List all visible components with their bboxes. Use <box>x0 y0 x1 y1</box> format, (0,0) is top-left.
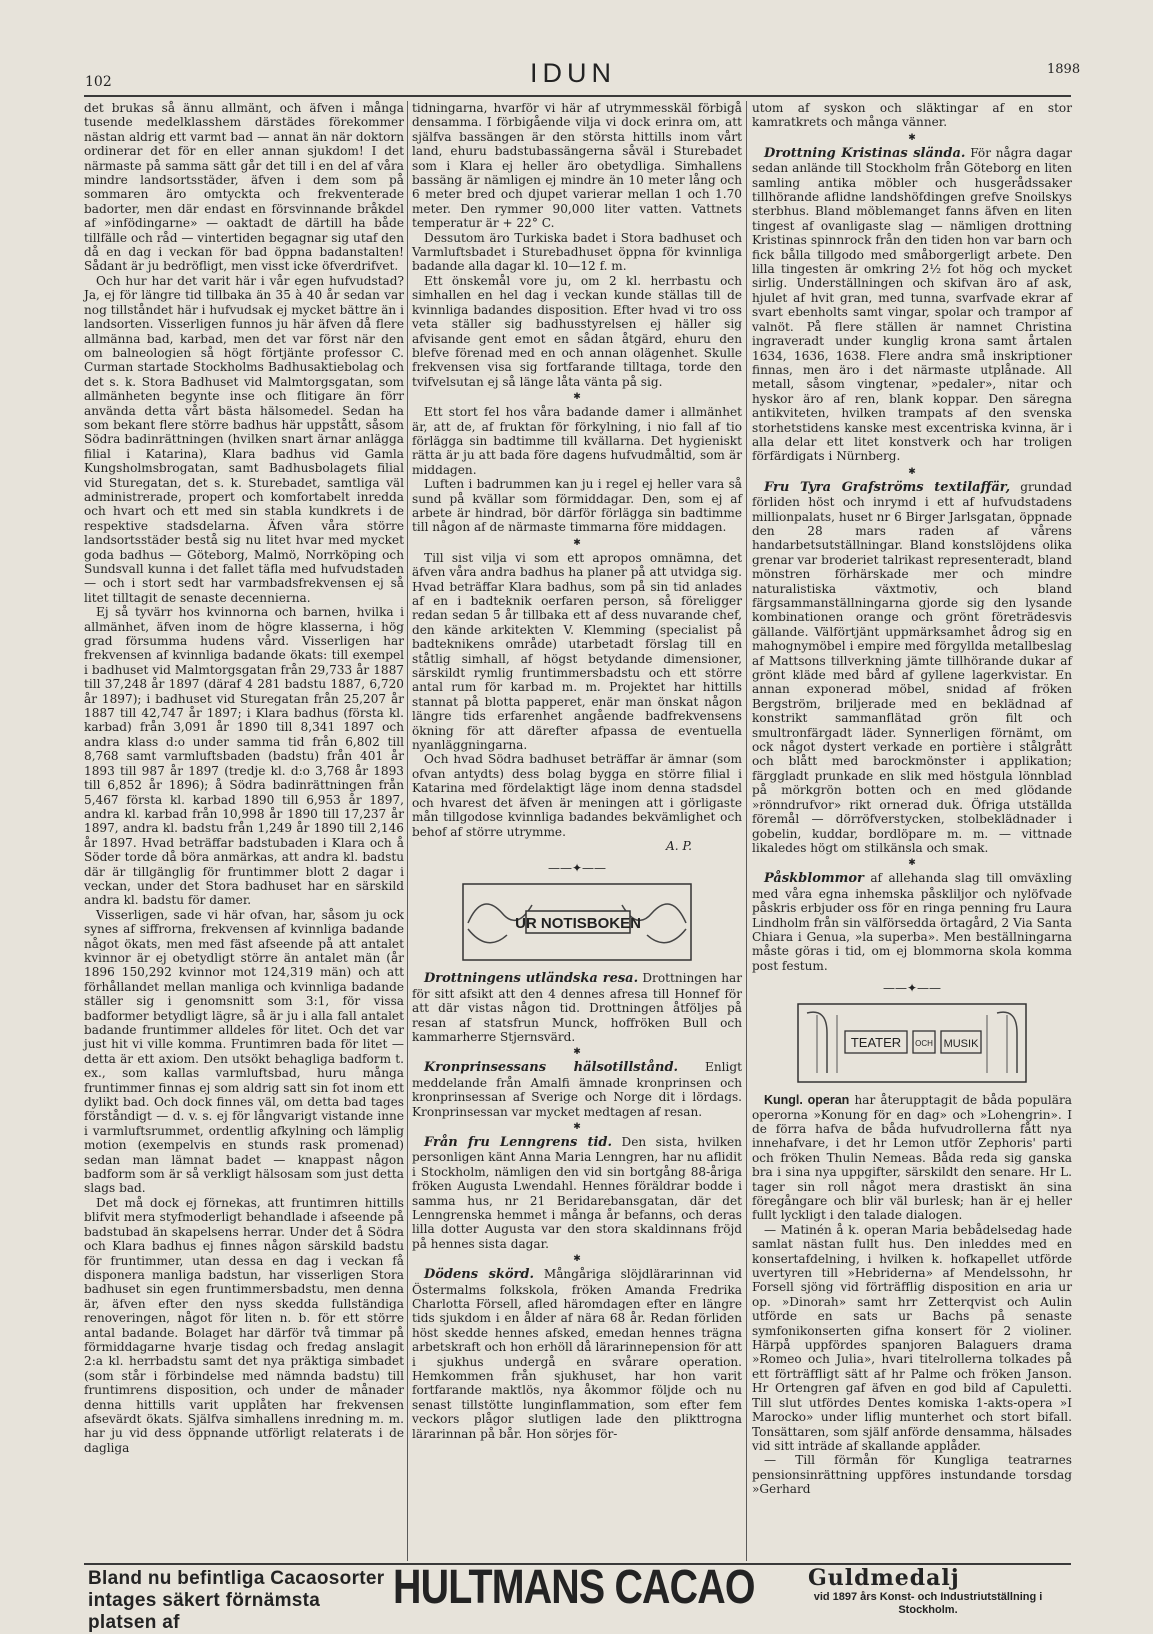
column-3 <box>752 101 1072 1561</box>
page-year: 1898 <box>1047 62 1081 77</box>
notice-text: Den sista, hvilken personligen känt Anna Maria Lenngren, har nu aflidit i Stockholm, nämligen den vid sin bortgång 88-åriga fröken Augusta Lwendahl. Hennes föräldrar bodde i samma hus, nr 21 Beridarebansgatan, där det Lenngrenska hemmet i många år befanns, och deras lilla dotter Augusta var den stora skaldinnans fröjd på hennes sista dagar. <box>412 1134 742 1251</box>
notice-heading: Fru Tyra Grafströms textilaffär, <box>764 479 1011 495</box>
article-paragraph: — Till förmån för Kungliga teatrarnes pensionsinrättning uppföres instundande torsdag »Gerhard <box>752 1453 1072 1497</box>
article-paragraph: Dessutom äro Turkiska badet i Stora badhuset och Varmluftsbadet i Sturebadhuset öppna för kvinnliga badande alla dagar kl. 10—12 f. m. <box>412 230 742 274</box>
ad-slogan <box>88 1568 388 1634</box>
section-star-icon: ✱ <box>573 1254 581 1265</box>
notice-heading: Påskblommor <box>764 871 864 887</box>
notice-text: Drottningen har för sitt afsikt att den 4 dennes afresa till Honnef för att där vistas någon tid. Drottningen åtföljes på resan af statsfrun Munck, hoffröken Bull och kammarherre Stjernsvärd. <box>412 971 742 1044</box>
article-paragraph: utom af syskon och släktingar af en stor kamratkrets och många vänner. <box>752 101 1072 130</box>
notice-heading: Dödens skörd. <box>424 1267 535 1283</box>
section-star-icon: ✱ <box>573 537 581 548</box>
magazine-title: IDUN <box>530 58 616 88</box>
ad-medal-subtitle: vid 1897 års Konst- och Industriutställning i Stockholm. <box>813 1591 1043 1616</box>
article-paragraph: Och hvad Södra badhuset beträffar är ämnar (som ofvan antydts) dess bolag bygga en större filial i Katarina med fördelaktigt läge inom denna stadsdel och hvarest det äfven är meningen att i görligaste mån tillgodose kvinnliga badandes bekvämlighet och behof af större utrymme. <box>412 752 742 839</box>
ornament-divider-icon: ——✦—— <box>882 981 942 996</box>
section-star-icon: ✱ <box>573 1047 581 1058</box>
notisboken-banner <box>462 883 692 961</box>
banner-label-teater: TEATER <box>850 1035 902 1051</box>
ad-brand: HULTMANS CACAO <box>393 1561 755 1614</box>
notice-heading: Kronprinsessans hälsotillstånd. <box>424 1060 679 1076</box>
article-signature: A. P. <box>666 838 692 853</box>
section-star-icon: ✱ <box>908 132 916 143</box>
article-paragraph: Visserligen, sade vi här ofvan, har, såsom ju ock synes af siffrorna, frekvensen af kvinnliga badande något ökats, men med fäst afseende på att antalet kvinnor är ej obetydligt större än antalet män (år 1896 150,292 kvinnor mot 124,319 män) och att förhållandet mellan manliga och kvinnliga badande ställer sig i genomsnitt som 3:1, för vissa badformer betydligt lägre, så är ju i alla fall antalet badande fruntimmer alldeles för litet. Och det var just hit vi ville komma. Fruntimren bada för litet — detta är ett axiom. Den utsökt behagliga badform t. ex., som kallas varmluftsbad, huru många fruntimmer finnas ej som aldrig satt sin fot inom ett dylikt bad. Och dock finnes väl, om detta bad tages förståndigt — d. v. s. ej för långvarigt vistande inne i varmluftsrummet, ordentlig afkylning och lämplig motion (exempelvis en stunds rask promenad) sedan man lämnat badet — knappast någon badform som är så verkligt hälsosam som just detta slags bad. <box>84 907 404 1196</box>
section-star-icon: ✱ <box>573 392 581 403</box>
notice-heading: Från fru Lenngrens tid. <box>424 1134 613 1150</box>
notice-text: För några dagar sedan anlände till Stockholm från Göteborg en liten samling antika möbler och husgerådssaker tillhörande aflidne landshöfdingen grefve Snoilskys sterbhus. Bland möblemanget fanns äfven en liten tingest af ovanligaste slag — nämligen drottning Kristinas spinnrock från den tiden hon var barn och fick bålla tillgodo med småborgerligt arbete. Den lilla tingesten är omkring 2½ fot hög och mycket sirlig. Underställningen och skifvan äro af ask, hjulet af hvit gran, med tunna, svarfvade ekrar af svart ebenholts samt vingar, spolar och trampor af valnöt. På flere ställen är namnet Christina ingraveradt under kunglig krona samt årtalen 1634, 1636, 1638. Flere andra små inskriptioner finnas, men äro i det närmaste utplånade. All metall, såsom vingtenar, »pedaler», nitar och hyskor äro af ren, blank koppar. Den säregna antikviteten, hvilken trampats af den svenska storhetstidens kanske mest excentriska kvinna, är i alla delar ett litet konstverk och har troligen förfärdigats i Nürnberg. <box>752 145 1072 464</box>
article-paragraph: — Matinén å k. operan Maria bebådelsedag hade samlat nästan fullt hus. Den inleddes med en konsertafdelning, i hvilken k. hofkapellet utförde uvertyren till »Hebriderna» af Mendelssohn, hr Forsell sjöng vid förträfflig disposition en aria ur op. »Dinorah» samt hrr Zetterqvist och Aulin utförde en sats ur Bachs på senaste symfonikonserten gifna konsert för 2 violiner. Härpå uppfördes spanjoren Balaguers drama »Romeo och Julia», hvari titelrollerna tolkades på ett förträffligt sätt af hr Palme och fröken Janson. Hr Ortengren gaf äfven en god bild af Capuletti. Till slut utfördes Dentes komiska 1-akts-opera »I Marocko» under liflig munterhet och stort bifall. Tonsättaren, som själf anförde densamma, hälsades vid sitt inträde af skallande applåder. <box>752 1222 1072 1453</box>
notice-text: Enligt meddelande från Amalfi ämnade kronprinsen och kronprinsessan af Sverige och Norge dit i lördags. Kronprinsessan var mycket medtagen af resan. <box>412 1060 742 1119</box>
section-star-icon: ✱ <box>908 466 916 477</box>
notice-text: grundad förliden höst och inrymd i ett af hufvudstadens millionpalats, huset nr 6 Birger Jarlsgatan, öppnade den 28 mars raden af vårens handarbetsutställningar. Bland konstslöjdens olika grenar var broderiet talrikast representeradt, bland mönstren förhärskade mer och mindre naturalistiska växtmotiv, och bland färgsammanställningarna gjorde sig den lysande kombinationen orange och grönt företrädesvis gällande. Välförtjänt uppmärksamhet ådrog sig en mahognymöbel i empire med förgyllda metallbeslag af Mattsons tillverkning jämte tillhörande dukar af grönt kläde med bård af gyllene lagerkvistar. En annan exponerad möbel, snidad af fröken Bergström, briljerade med en beklädnad af konstrikt sammanflätad grön filt och smultronfärgadt läder. Synnerligen förnämt, om ock något dystert verkade en portière i stålgrått och blått med barockmönster i applikation; färggladt prunkade en slik med höstgula lönnblad på mörkgrön botten och en med glödande »rönndrufvor» rikt ornerad duk. Öfriga utställda föremål — dörröfverstycken, stolbeklädnader i gobelin, kuddar, bordlöpare m. m. — vittnade likaledes högt om stilkänsla och smak. <box>752 479 1072 855</box>
ad-slogan-line: intages säkert förnämsta platsen af <box>88 1590 321 1633</box>
article-paragraph: Det må dock ej förnekas, att fruntimren hittills blifvit mera styfmoderligt behandlade i afseende på badstubad än skapelsens herrar. Under det å Södra och Klara badhus ej finnes någon särskild badstu för fruntimmer, utan dessa en dag i veckan få disponera manliga badstun, har visserligen Stora badhuset sin egen fruntimmersbadstu, men denna är, äfven efter den nyss skedda fullständiga renoveringen, något för liten n. b. för ett större antal badande. Bolaget har därför två timmar på förmiddagarne hvarje tisdag och fredag anslagit 2:a kl. herrbadstu samt det nya präktiga simbadet (som står i förbindelse med nämnda badstu) till fruntimrens disposition, och under de månader denna hittills varit upplåten har frekvensen afsevärdt ökats. Själfva simhallens inredning m. m. har ju vid dess öppnande utförligt relaterats i de dagliga <box>84 1195 404 1455</box>
column-divider <box>407 101 408 1561</box>
banner-label: UR NOTISBOKEN <box>515 915 641 933</box>
notice-heading: Drottning Kristinas slända. <box>764 145 966 161</box>
section-star-icon: ✱ <box>573 1121 581 1132</box>
ad-slogan-line: Bland nu befintliga Cacaosorter <box>88 1568 385 1589</box>
notice-text: af allehanda slag till omväxling med våra egna inhemska påskliljor och nylöfvade påskris erbjuder oss för en ringa penning fru Laura Lindholm från sin välförsedda örtagård, 2 Via Santa Chiara i Genua, »la superba». Men beställningarna måste göras i tid, om ej blommorna skola komma post festum. <box>752 871 1072 973</box>
header-rule <box>84 95 1071 97</box>
article-paragraph: det brukas så ännu allmänt, och äfven i många tusende medelklasshem därstädes förekommer nästan aldrig ett varmt bad — annat än när doktorn ordinerar det för en eller annan sjukdom! I det närmaste på samma sätt går det till i en del af våra mindre landsortsstäder, äfven i dem som på sommaren äro omtyckta och frekventerade badorter, men där endast en försvinnande bråkdel af »infödingarne» — oaktadt de därtill ha både tillfälle och råd — vintertiden begagnar sig utaf den då en dag i veckan för bad öppna badanstalten! Sådant är ju bedröfligt, men visst icke öfverdrifvet. <box>84 101 404 274</box>
column-1 <box>84 101 404 1561</box>
ad-medal: Guldmedalj <box>808 1565 960 1591</box>
notice-heading: Drottningens utländska resa. <box>424 971 639 987</box>
column-2 <box>412 101 742 1561</box>
banner-label-musik: MUSIK <box>943 1038 979 1051</box>
page-number: 102 <box>85 74 112 90</box>
notice-text: har återupptagit de båda populära operorna »Konung för en dag» och »Lohengrin». I de förra hafva de båda hufvudrollerna fått nya innehafvare, i det hr Lemon utför Zephoris' parti och fröken Thulin Nemeas. Båda reda sig ganska bra i sina nya uppgifter, särskildt den senare. Hr L. tager sin roll något mera drastiskt än sina föregångare och blir väl burlesk; han är ej heller fullt lyckligt i den talade dialogen. <box>752 1093 1072 1223</box>
article-paragraph: Och hur har det varit här i vår egen hufvudstad? Ja, ej för längre tid tillbaka än 35 à 40 år sedan var nog tillståndet här i hufvudsak ej mycket bättre än i landsorten. Visserligen funnos ju här äfven då flere allmänna bad, karbad, men det var först när den om balneologien så högt förtjänte professor C. Curman startade Stockholms Badhusaktiebolag och det s. k. Stora Badhuset vid Malmtorgsgatan, som allmänheten begynte inse och flitigare än förr använda detta vårt bästa hälsomedel. Sedan ha som bekant flere större badhus här uppstått, såsom Södra badinrättningen (hvilken snart ärnar anlägga filial i Katarina), Klara badhus vid Gamla Kungsholmsbrogatan, samt Badhusbolagets filial vid Sturegatan, det s. k. Sturebadet, samtliga väl administrerade, propert och komfortabelt inredda och hvart och ett med sin stabla kundkrets i de respektive stadsdelarna. Äfven våra större landsortsstäder bestå sig nu litet hvar med mycket goda badhus — Göteborg, Malmö, Norrköping och Sundsvall kunna i det fallet täfla med hufvudstaden — och i stort sedt har varmbadsfrekvensen ej så litet tilltagit de senaste decennierna. <box>84 273 404 605</box>
article-paragraph: tidningarna, hvarför vi här af utrymmesskäl förbigå densamma. I förbigående vilja vi dock erinra om, att själfva bassängen är den största hittills inom vårt land, ehuru badstubassängerna såväl i Sturebadet som i Klara ej heller äro obetydliga. Simhallens bassäng är nämligen ej mindre än 10 meter lång och 6 meter bred och djupet varierar mellan 1 och 1.70 meter. Den rymmer 90,000 liter vatten. Vattnets temperatur är + 22° C. <box>412 101 742 231</box>
notice-text: Mångåriga slöjdlärarinnan vid Östermalms folkskola, fröken Amanda Fredrika Charlotta Försell, afled häromdagen efter en längre tids sjukdom i en ålder af nära 68 år. Redan förliden höst skedde hennes afsked, emedan hennes trägna arbetskraft och hon erhöll då lärarinnepension för att i sjukhus undergå en svårare operation. Hemkommen från sjukhuset, har hon varit fortfarande maktlös, nya åkommor följde och nu senast tillstötte lunginflammation, som efter fem veckors plågor slutligen lade den plikttrogna lärarinnan på bår. Hon sörjes för- <box>412 1267 742 1441</box>
notice-heading: Kungl. operan <box>764 1093 850 1108</box>
article-paragraph: Luften i badrummen kan ju i regel ej heller vara så sund på kvällar som förmiddagar. Den, som ej af arbete är hindrad, bör därför förlägga sin badtimme till någon af de närmaste timmarna före middagen. <box>412 477 742 535</box>
article-paragraph: Till sist vilja vi som ett apropos omnämna, det äfven våra andra badhus ha planer på att utvidga sig. Hvad beträffar Klara badhus, som på sin tid anlades af en i badteknik oerfaren person, så föreligger redan sedan 5 år tillbaka ett af dess nuvarande chef, den kände arkitekten V. Klemming (specialist på badteknikens område) utarbetadt förslag till en ståtlig simhall, af högst betydande dimensioner, särskildt rymlig fruntimmersbadstu och ett större antal rum för karbad m. m. Projektet har hittills stannat på blotta papperet, enär man önskat någon längre tids erfarenhet angående badfrekvensens ökning för att därefter afpassa de eventuella nyanläggningarna. <box>412 550 742 753</box>
article-paragraph: Ej så tyvärr hos kvinnorna och barnen, hvilka i allmänhet, äfven inom de högre klasserna, i hög grad försumma hudens vård. Visserligen har frekvensen af kvinnliga badande ökats: till exempel i badhuset vid Malmtorgsgatan från 29,733 år 1887 till 37,248 år 1897 (däraf 4 281 badstu 1887, 6,720 år 1897); i badhuset vid Sturegatan från 25,207 år 1887 till 42,747 år 1897; i Klara badhus (första kl. karbad) från 3,091 år 1890 till 8,341 1897 och andra klass d:o under samma tid från 6,802 till 8,768 samt varmluftsbaden (badstu) från 401 år 1893 till 987 år 1897 (tredje kl. d:o 3,768 år 1893 till 6,852 år 1896); å Södra badinrättningen från 5,467 första kl. karbad 1890 till 6,953 år 1897, andra kl. karbad från 10,998 år 1890 till 17,237 år 1897, andra kl. badstu från 1,249 år 1890 till 2,146 år 1897. Hvad beträffar badstubaden i Klara och å Söder torde då böra anmärkas, att andra kl. badstu där är tillgänglig för fruntimmer blott 2 dagar i veckan, under det Stora badhuset har en särskild andra kl. badstu för damer. <box>84 605 404 908</box>
article-paragraph: Ett stort fel hos våra badande damer i allmänhet är, att de, af fruktan för förkylning, i nio fall af tio förlägga sin badtimme till kvällarna. Det hygieniskt rätta är ju att bada före dagens hufvudmåltid, som är middagen. <box>412 405 742 477</box>
teater-musik-banner <box>797 1003 1027 1083</box>
column-divider <box>746 101 747 1561</box>
section-star-icon: ✱ <box>908 858 916 869</box>
banner-label-och: OCH <box>915 1039 933 1049</box>
ornament-divider-icon: ——✦—— <box>547 861 607 876</box>
article-paragraph: Ett önskemål vore ju, om 2 kl. herrbastu och simhallen en hel dag i veckan kunde ställas till de kvinnliga badandes disposition. Efter hvad vi tro oss veta ställer sig badhusstyrelsen ej häller sig afvisande gent emot en sådan åtgärd, ehuru den blefve förenad med en och annan olägenhet. Skulle frekvensen visa sig fortfarande tilltaga, torde den tvifvelsutan ej så länge låta vänta på sig. <box>412 273 742 389</box>
